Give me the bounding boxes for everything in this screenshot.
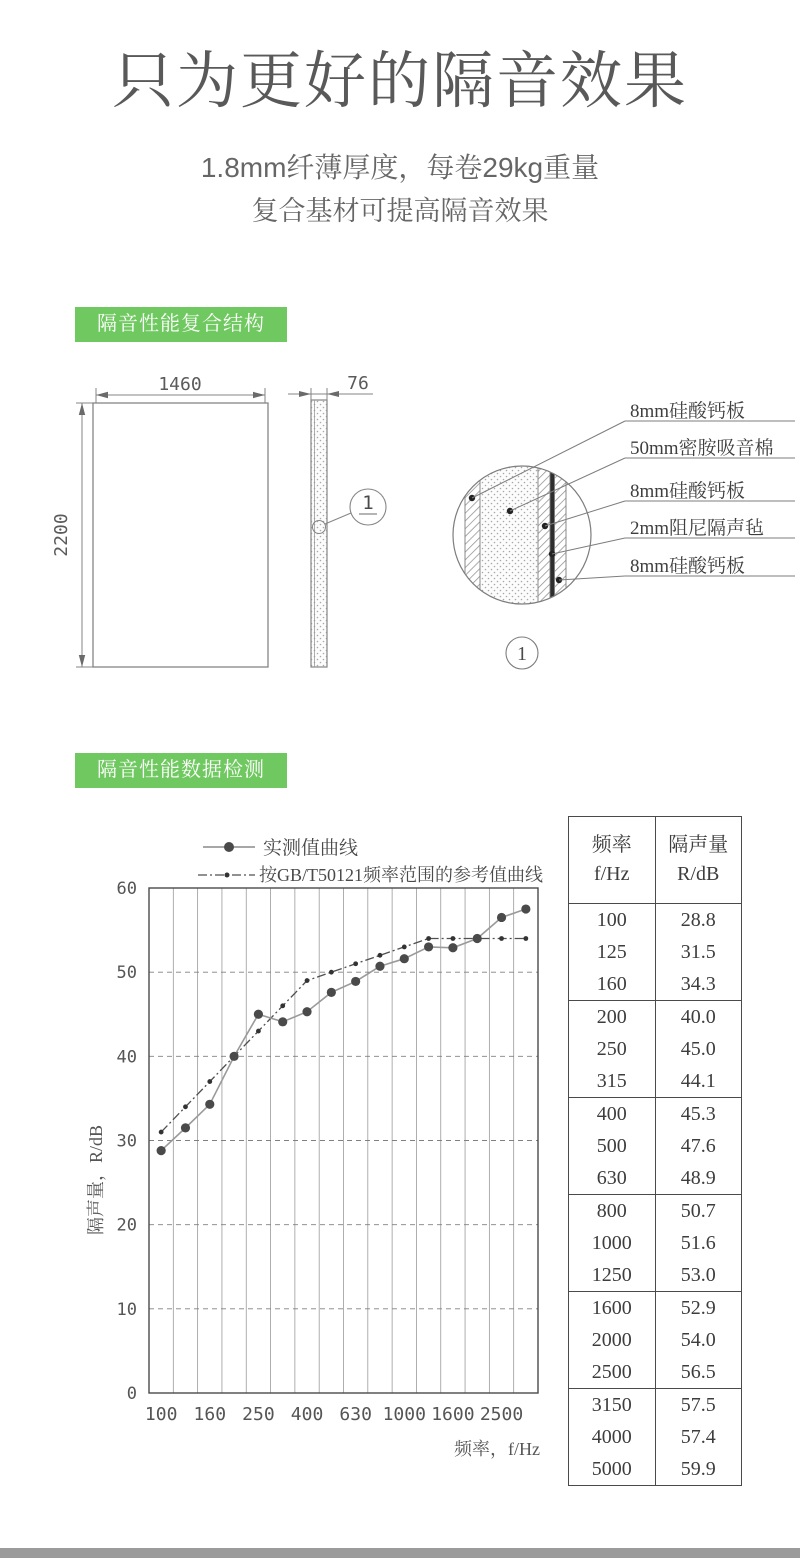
cell-insulation: 47.6 <box>655 1130 742 1162</box>
detail-number: 1 <box>517 643 527 665</box>
section-label-structure: 隔音性能复合结构 <box>75 307 287 342</box>
panel-front-view <box>51 374 268 667</box>
table-row <box>569 1324 742 1356</box>
dimension-height-label: 2200 <box>51 513 72 557</box>
x-tick-label: 250 <box>242 1404 275 1425</box>
y-axis-title: 隔声量，R/dB <box>86 1124 106 1236</box>
table-row <box>569 1130 742 1162</box>
section-label-data: 隔音性能数据检测 <box>75 753 287 788</box>
measured-point <box>181 1123 190 1132</box>
reference-point <box>329 970 334 975</box>
reference-point <box>159 1130 164 1135</box>
cell-insulation: 57.4 <box>655 1421 742 1453</box>
x-tick-label: 1600 <box>431 1404 475 1425</box>
cell-insulation: 45.0 <box>655 1033 742 1065</box>
cell-insulation: 51.6 <box>655 1227 742 1259</box>
cell-frequency: 2500 <box>591 1360 632 1383</box>
layer-label-2: 50mm密胺吸音棉 <box>630 438 774 459</box>
cell-insulation: 57.5 <box>655 1389 742 1422</box>
legend-measured-label: 实测值曲线 <box>263 838 359 859</box>
y-tick-label: 40 <box>116 1047 137 1068</box>
cell-frequency: 2000 <box>591 1328 632 1351</box>
cell-frequency: 1250 <box>591 1263 632 1286</box>
y-tick-label: 0 <box>126 1384 137 1404</box>
layer-label-5: 8mm硅酸钙板 <box>630 556 746 577</box>
x-tick-label: 100 <box>144 1404 178 1425</box>
cell-frequency: 3150 <box>569 1389 656 1422</box>
measured-point <box>521 904 530 913</box>
layer-label-3: 8mm硅酸钙板 <box>630 481 746 502</box>
cell-frequency: 315 <box>596 1069 627 1092</box>
x-tick-label: 1000 <box>382 1404 426 1425</box>
measured-point <box>351 977 360 986</box>
table-row <box>569 968 742 1001</box>
cell-insulation: 48.9 <box>655 1162 742 1195</box>
measured-point <box>497 913 506 922</box>
dimension-width-label: 1460 <box>158 374 202 395</box>
table-row <box>569 1356 742 1389</box>
x-tick-label: 160 <box>193 1404 227 1425</box>
measured-point <box>205 1100 214 1109</box>
table-row <box>569 1065 742 1098</box>
cell-insulation: 28.8 <box>655 904 742 937</box>
callout-number: 1 <box>362 492 374 514</box>
cell-insulation: 31.5 <box>655 936 742 968</box>
footer-bar <box>0 1548 800 1558</box>
reference-point <box>183 1104 188 1109</box>
layer-label-1: 8mm硅酸钙板 <box>630 401 746 422</box>
table-row <box>569 1001 742 1034</box>
table-row <box>569 904 742 937</box>
structure-diagram <box>40 370 800 700</box>
table-row <box>569 1098 742 1131</box>
y-tick-label: 60 <box>116 879 137 899</box>
table-row <box>569 1033 742 1065</box>
cell-insulation: 56.5 <box>655 1356 742 1389</box>
dimension-thickness-label: 76 <box>347 373 369 394</box>
table-row <box>569 1227 742 1259</box>
header-frequency: 频率 f/Hz <box>569 817 656 904</box>
panel-side-view <box>288 373 386 667</box>
cell-insulation: 50.7 <box>655 1195 742 1228</box>
cell-frequency: 800 <box>569 1195 656 1228</box>
table-row <box>569 936 742 968</box>
measured-point <box>157 1146 166 1155</box>
legend-reference-marker <box>225 873 230 878</box>
cell-insulation: 59.9 <box>655 1453 742 1486</box>
y-tick-label: 30 <box>116 1131 137 1152</box>
cell-frequency: 100 <box>569 904 656 937</box>
reference-point <box>207 1079 212 1084</box>
measured-point <box>278 1017 287 1026</box>
reference-point <box>402 945 407 950</box>
cell-frequency: 1000 <box>591 1231 632 1254</box>
x-axis-title: 频率，f/Hz <box>454 1439 540 1459</box>
cell-insulation: 52.9 <box>655 1292 742 1325</box>
x-tick-label: 400 <box>290 1404 324 1425</box>
reference-point <box>256 1029 261 1034</box>
insulation-chart <box>82 820 543 1484</box>
reference-point <box>426 936 431 941</box>
cell-frequency: 250 <box>596 1037 627 1060</box>
table-row <box>569 1162 742 1195</box>
measured-point <box>473 934 482 943</box>
table-row <box>569 1453 742 1486</box>
table-row <box>569 1421 742 1453</box>
layer-label-4: 2mm阻尼隔声毡 <box>630 518 765 539</box>
cell-frequency: 1600 <box>569 1292 656 1325</box>
legend-measured-marker <box>224 842 234 852</box>
layer-detail-view <box>453 400 795 669</box>
header-insulation: 隔声量 R/dB <box>655 817 742 904</box>
measured-point <box>400 954 409 963</box>
reference-point <box>523 936 528 941</box>
measured-point <box>254 1010 263 1019</box>
cell-insulation: 44.1 <box>655 1065 742 1098</box>
cell-frequency: 160 <box>596 972 627 995</box>
cell-insulation: 45.3 <box>655 1098 742 1131</box>
reference-point <box>305 978 310 983</box>
cell-frequency: 4000 <box>591 1425 632 1448</box>
reference-point <box>280 1003 285 1008</box>
cell-frequency: 5000 <box>591 1457 632 1480</box>
cell-insulation: 54.0 <box>655 1324 742 1356</box>
y-tick-label: 50 <box>116 963 137 984</box>
x-tick-label: 630 <box>339 1404 372 1425</box>
measured-point <box>327 988 336 997</box>
reference-point <box>353 961 358 966</box>
cell-insulation: 34.3 <box>655 968 742 1001</box>
cell-frequency: 125 <box>596 940 627 963</box>
table-row <box>569 1259 742 1292</box>
spec-table <box>568 816 742 1486</box>
table-row <box>569 1292 742 1325</box>
reference-point <box>499 936 504 941</box>
measured-point <box>375 962 384 971</box>
page-title: 只为更好的隔音效果 <box>111 47 688 116</box>
subtitle-line-2: 复合基材可提高隔音效果 <box>251 196 549 226</box>
measured-point <box>448 943 457 952</box>
insulation-data-table <box>568 816 742 1484</box>
measured-point <box>229 1052 238 1061</box>
x-tick-label: 2500 <box>479 1404 524 1425</box>
measured-point <box>302 1007 311 1016</box>
table-row <box>569 1195 742 1228</box>
y-tick-label: 20 <box>116 1215 137 1236</box>
legend-reference-label: 按GB/T50121频率范围的参考值曲线 <box>259 865 543 885</box>
cell-insulation: 53.0 <box>655 1259 742 1292</box>
subtitle-line-1: 1.8mm纤薄厚度，每卷29kg重量 <box>200 152 600 183</box>
cell-frequency: 630 <box>596 1166 627 1189</box>
cell-insulation: 40.0 <box>655 1001 742 1034</box>
cell-frequency: 500 <box>596 1134 627 1157</box>
y-tick-label: 10 <box>116 1299 137 1320</box>
measured-point <box>424 942 433 951</box>
cell-frequency: 400 <box>569 1098 656 1131</box>
reference-point <box>378 953 383 958</box>
cell-frequency: 200 <box>569 1001 656 1034</box>
table-row <box>569 1389 742 1422</box>
reference-point <box>451 936 456 941</box>
